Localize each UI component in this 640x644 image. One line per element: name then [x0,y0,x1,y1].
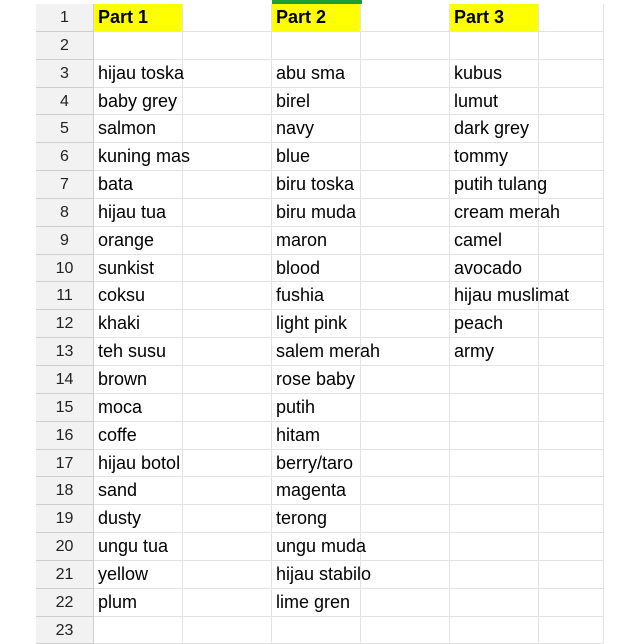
sheet-row [36,366,604,394]
data-cell[interactable]: lumut [450,88,539,116]
cell[interactable] [361,394,450,422]
data-cell[interactable]: fushia [272,282,361,310]
cell[interactable] [450,422,539,450]
cell[interactable] [361,561,450,589]
sheet-row [36,60,604,88]
data-cell[interactable]: biru muda [272,199,361,227]
row-number[interactable]: 19 [36,505,94,533]
cell[interactable] [450,450,539,478]
cell[interactable] [183,171,272,199]
data-cell[interactable]: teh susu [94,338,183,366]
cell[interactable] [450,561,539,589]
cell[interactable] [272,32,361,60]
cell[interactable] [450,366,539,394]
cell[interactable] [183,561,272,589]
sheet-row [36,477,604,505]
cell[interactable] [183,533,272,561]
cell[interactable] [539,394,604,422]
sheet-row [36,533,604,561]
cell[interactable] [361,199,450,227]
row-number[interactable]: 5 [36,115,94,143]
cell[interactable] [450,477,539,505]
cell[interactable] [361,338,450,366]
cell[interactable] [361,88,450,116]
row-number[interactable]: 16 [36,422,94,450]
cell[interactable] [539,255,604,283]
cell[interactable] [539,422,604,450]
sheet-row [36,282,604,310]
sheet-row [36,394,604,422]
sheet-row [36,88,604,116]
data-cell[interactable]: sunkist [94,255,183,283]
data-cell[interactable]: coksu [94,282,183,310]
row-number[interactable]: 23 [36,617,94,644]
cell[interactable] [183,310,272,338]
data-cell[interactable]: baby grey [94,88,183,116]
data-cell[interactable]: light pink [272,310,361,338]
cell[interactable] [183,4,272,32]
data-cell[interactable]: kuning mas [94,143,183,171]
cell[interactable] [539,171,604,199]
cell[interactable] [361,422,450,450]
cell[interactable] [361,255,450,283]
cell[interactable] [539,338,604,366]
cell[interactable] [361,282,450,310]
sheet-row [36,227,604,255]
cell[interactable] [539,589,604,617]
data-cell[interactable]: kubus [450,60,539,88]
data-cell[interactable]: army [450,338,539,366]
cell[interactable] [361,366,450,394]
cell[interactable] [361,477,450,505]
sheet-row [36,4,604,32]
cell[interactable] [183,143,272,171]
data-cell[interactable]: rose baby [272,366,361,394]
cell[interactable] [361,227,450,255]
cell[interactable] [183,199,272,227]
data-cell[interactable]: terong [272,505,361,533]
cell[interactable] [183,394,272,422]
data-cell[interactable]: hitam [272,422,361,450]
cell[interactable] [361,4,450,32]
row-number[interactable]: 10 [36,255,94,283]
row-number[interactable]: 21 [36,561,94,589]
cell[interactable] [183,227,272,255]
cell[interactable] [539,282,604,310]
cell[interactable] [450,533,539,561]
data-cell[interactable]: coffe [94,422,183,450]
data-cell[interactable]: avocado [450,255,539,283]
data-cell[interactable]: plum [94,589,183,617]
cell[interactable] [539,366,604,394]
data-cell[interactable]: biru toska [272,171,361,199]
cell[interactable] [183,338,272,366]
cell[interactable] [183,88,272,116]
cell[interactable] [361,505,450,533]
row-number[interactable]: 7 [36,171,94,199]
data-cell[interactable]: dark grey [450,115,539,143]
row-number[interactable]: 9 [36,227,94,255]
data-cell[interactable]: putih [272,394,361,422]
column-header-cell[interactable]: Part 3 [450,4,539,32]
sheet-row [36,255,604,283]
cell[interactable] [361,310,450,338]
data-cell[interactable]: camel [450,227,539,255]
sheet-row [36,450,604,478]
row-number[interactable]: 6 [36,143,94,171]
sheet-row [36,338,604,366]
data-cell[interactable]: dusty [94,505,183,533]
row-number[interactable]: 1 [36,4,94,32]
data-cell[interactable]: lime gren [272,589,361,617]
data-cell[interactable]: hijau muslimat [450,282,539,310]
data-cell[interactable]: maron [272,227,361,255]
sheet-row [36,422,604,450]
data-cell[interactable]: putih tulang [450,171,539,199]
column-header-cell[interactable]: Part 1 [94,4,183,32]
data-cell[interactable]: sand [94,477,183,505]
cell[interactable] [450,505,539,533]
cell[interactable] [539,143,604,171]
row-number[interactable]: 22 [36,589,94,617]
cell[interactable] [361,450,450,478]
cell[interactable] [539,88,604,116]
row-number[interactable]: 15 [36,394,94,422]
row-number[interactable]: 12 [36,310,94,338]
cell[interactable] [450,394,539,422]
sheet-row [36,115,604,143]
row-number[interactable]: 3 [36,60,94,88]
cell[interactable] [361,589,450,617]
data-cell[interactable]: birel [272,88,361,116]
cell[interactable] [539,115,604,143]
sheet-row [36,561,604,589]
data-cell[interactable]: navy [272,115,361,143]
cell[interactable] [539,450,604,478]
data-cell[interactable]: hijau stabilo [272,561,361,589]
row-number[interactable]: 14 [36,366,94,394]
cell[interactable] [361,32,450,60]
cell[interactable] [94,32,183,60]
column-header-cell[interactable]: Part 2 [272,4,361,32]
data-cell[interactable]: moca [94,394,183,422]
data-cell[interactable]: magenta [272,477,361,505]
data-cell[interactable]: tommy [450,143,539,171]
cell[interactable] [539,60,604,88]
row-number[interactable]: 8 [36,199,94,227]
cell[interactable] [539,310,604,338]
data-cell[interactable]: berry/taro [272,450,361,478]
cell[interactable] [183,505,272,533]
cell[interactable] [183,366,272,394]
data-cell[interactable]: salem merah [272,338,361,366]
cell[interactable] [361,533,450,561]
cell[interactable] [361,143,450,171]
cell[interactable] [539,199,604,227]
data-cell[interactable]: brown [94,366,183,394]
data-cell[interactable]: salmon [94,115,183,143]
cell[interactable] [539,227,604,255]
sheet-row [36,310,604,338]
cell[interactable] [539,533,604,561]
cell[interactable] [183,422,272,450]
spreadsheet-grid [36,4,604,644]
row-number[interactable]: 11 [36,282,94,310]
data-cell[interactable]: blue [272,143,361,171]
cell[interactable] [539,4,604,32]
cell[interactable] [183,477,272,505]
data-cell[interactable]: abu sma [272,60,361,88]
data-cell[interactable]: blood [272,255,361,283]
cell[interactable] [183,450,272,478]
data-cell[interactable]: cream merah [450,199,539,227]
data-cell[interactable]: ungu tua [94,533,183,561]
cell[interactable] [183,60,272,88]
data-cell[interactable]: hijau toska [94,60,183,88]
sheet-row [36,505,604,533]
data-cell[interactable]: peach [450,310,539,338]
row-number[interactable]: 18 [36,477,94,505]
cell[interactable] [183,115,272,143]
cell[interactable] [539,505,604,533]
data-cell[interactable]: yellow [94,561,183,589]
row-number[interactable]: 2 [36,32,94,60]
sheet-row [36,171,604,199]
cell[interactable] [539,477,604,505]
data-cell[interactable]: ungu muda [272,533,361,561]
sheet-row [36,589,604,617]
row-number[interactable]: 20 [36,533,94,561]
sheet-row [36,199,604,227]
data-cell[interactable]: hijau botol [94,450,183,478]
cell[interactable] [361,171,450,199]
cell[interactable] [183,255,272,283]
cell[interactable] [450,589,539,617]
sheet-row [36,32,604,60]
cell[interactable] [183,589,272,617]
data-cell[interactable]: hijau tua [94,199,183,227]
cell[interactable] [539,561,604,589]
row-number[interactable]: 13 [36,338,94,366]
data-cell[interactable]: khaki [94,310,183,338]
row-number[interactable]: 17 [36,450,94,478]
cell[interactable] [450,32,539,60]
sheet-row [36,143,604,171]
cell[interactable] [183,282,272,310]
cell[interactable] [361,115,450,143]
data-cell[interactable]: bata [94,171,183,199]
row-number[interactable]: 4 [36,88,94,116]
cell[interactable] [539,32,604,60]
cell[interactable] [183,32,272,60]
data-cell[interactable]: orange [94,227,183,255]
cell[interactable] [361,60,450,88]
